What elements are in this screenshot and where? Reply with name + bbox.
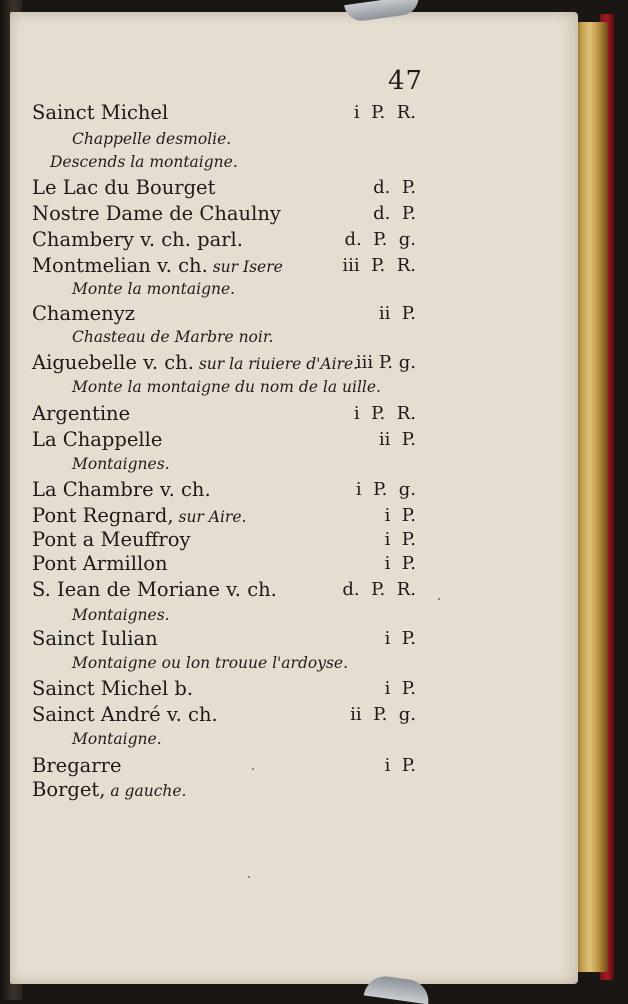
place-name-text: Sainct André v. ch. [32,703,218,726]
place-codes: d. P. [373,203,416,224]
place-codes: i P. [384,553,416,574]
ink-speck [252,768,254,770]
place-codes: ii P. g. [350,704,416,725]
place-name-text: Sainct Iulian [32,627,158,650]
route-note: Montaignes. [72,606,170,624]
route-note: Chasteau de Marbre noir. [72,328,274,346]
place-name [32,528,191,551]
ink-speck [248,876,250,878]
place-name [32,428,162,451]
place-codes: i P. R. [353,102,416,123]
place-name [32,478,211,501]
place-name [32,202,281,225]
place-name [32,504,246,527]
place-codes: ii P. [378,429,416,450]
place-codes: d. P. g. [344,229,416,250]
route-note: Montaigne. [72,730,162,748]
place-codes: iii P. g. [355,352,416,373]
place-name-text: Chambery v. ch. parl. [32,228,243,251]
place-codes: i P. [384,529,416,550]
place-note: a gauche. [105,782,187,800]
place-note: sur Aire. [173,508,247,526]
place-codes: d. P. [373,177,416,198]
place-codes: i P. g. [355,479,416,500]
place-name-text: La Chambre v. ch. [32,478,211,501]
place-codes: iii P. R. [342,255,416,276]
place-name-text: S. Iean de Moriane v. ch. [32,578,277,601]
place-name-text: Borget, [32,778,106,801]
place-name-text: Argentine [32,402,131,425]
ink-speck [438,598,440,600]
place-name [32,351,358,374]
place-name [32,402,130,425]
place-name [32,101,168,124]
place-name-text: Pont Regnard, [32,504,174,527]
place-name-text: Pont a Meuffroy [32,528,191,551]
place-codes: i P. [384,505,416,526]
route-note: Montaignes. [72,455,170,473]
place-name-text: Sainct Michel [32,101,169,124]
place-name [32,703,218,726]
place-name [32,578,277,601]
place-codes: ii P. [378,303,416,324]
route-note: Monte la montaigne. [72,280,236,298]
place-name [32,254,283,277]
place-codes: d. P. R. [342,579,416,600]
place-name-text: Bregarre [32,754,122,777]
place-codes: i P. [384,755,416,776]
place-name-text: Sainct Michel b. [32,677,194,700]
place-codes: i P. [384,678,416,699]
place-name-text: La Chappelle [32,428,163,451]
route-note: Descends la montaigne. [50,153,238,171]
place-name-text: Chamenyz [32,302,135,325]
place-name-text: Le Lac du Bourget [32,176,216,199]
place-name [32,778,186,801]
route-note: Monte la montaigne du nom de la uille. [72,378,381,396]
page-number: 47 [388,66,424,96]
place-name-text: Montmelian v. ch. [32,254,208,277]
place-note: sur Isere [207,258,283,276]
place-name [32,228,243,251]
place-name [32,302,135,325]
place-name [32,754,121,777]
place-name-text: Pont Armillon [32,552,168,575]
place-name [32,677,193,700]
place-name [32,552,168,575]
place-note: sur la riuiere d'Aire. [193,355,359,373]
place-codes: i P. [384,628,416,649]
place-name [32,176,215,199]
place-name-text: Aiguebelle v. ch. [32,351,194,374]
place-codes: i P. R. [353,403,416,424]
route-note: Chappelle desmolie. [72,130,232,148]
route-note: Montaigne ou lon trouue l'ardoyse. [72,654,349,672]
place-name [32,627,158,650]
place-name-text: Nostre Dame de Chaulny [32,202,281,225]
